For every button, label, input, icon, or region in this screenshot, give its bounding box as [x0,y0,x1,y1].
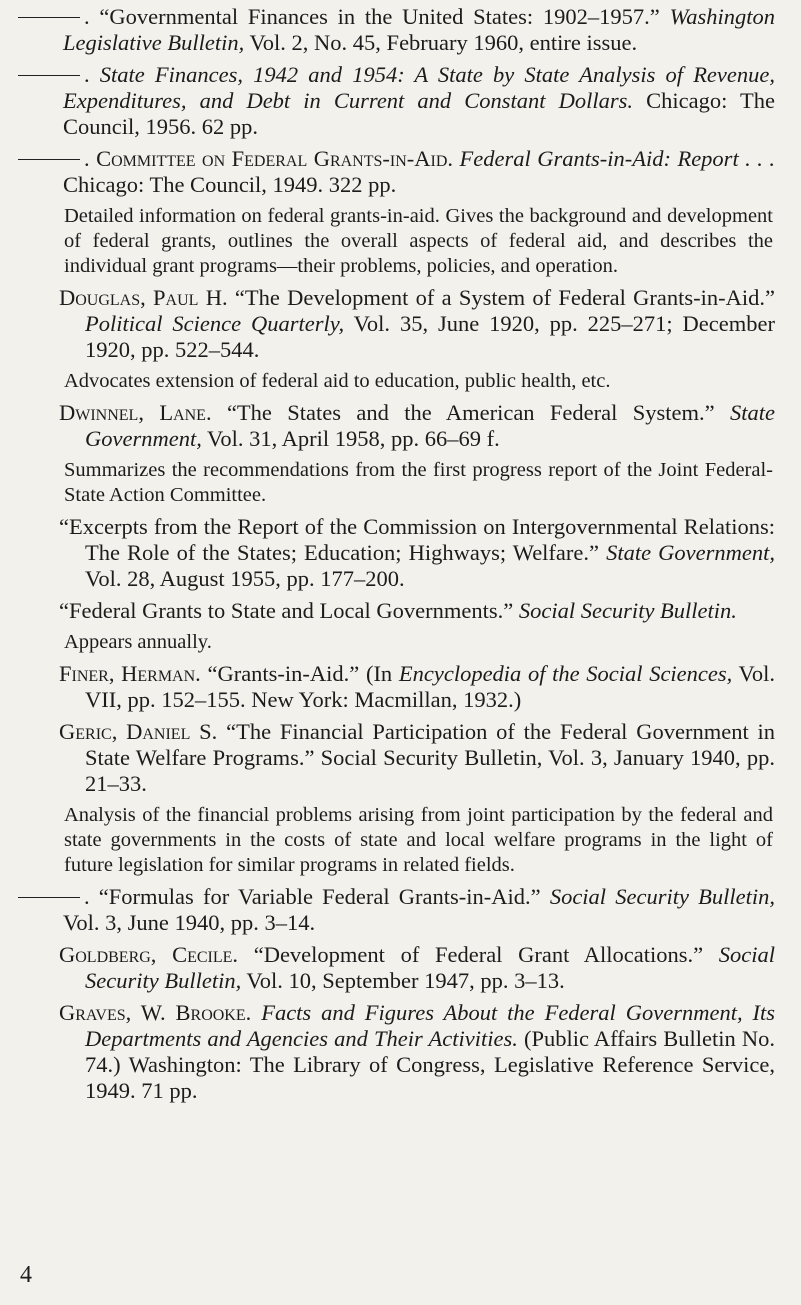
bibliography-entry [40,400,775,452]
entry-text: . [84,62,100,87]
entry-text [251,1000,261,1025]
bibliography-list [0,4,801,1110]
repeat-author-dash [18,159,80,160]
entry-text: “The Development of a System of Federal Grants-in-Aid.” [227,285,775,310]
entry-text: . [84,146,97,171]
entry-text: . “Formulas for Variable Federal Grants-in-Aid.” [84,884,550,909]
bibliography-entry [40,719,775,797]
entry-text: Vol. VII, pp. 152–155. New York: Macmillan, 1932.) [85,661,776,712]
bibliography-entry [40,285,775,363]
entry-text: “Development of Federal Grant Allocations.” [238,942,719,967]
repeat-author-dash [18,17,80,18]
entry-italic-title: State Government, [85,400,775,451]
entry-author: Committee on Federal Grants-in-Aid. [96,146,454,171]
entry-author: Graves, W. Brooke. [59,1000,252,1025]
entry-annotation: Detailed information on federal grants-in-aid. Gives the background and development of federal grants, outlines the overall aspects of federal aid, and describes the individual grant programs—their problems, policies, and operation. [64,205,773,277]
bibliography-entry [40,661,775,713]
entry-italic-title: Social Security Bulletin, [549,884,775,909]
entry-text: “The States and the American Federal System.” [211,400,730,425]
entry-author: Douglas, Paul H. [59,285,228,310]
entry-text: Chicago: The Council, 1949. 322 pp. [63,172,397,197]
page-number: 4 [20,1262,32,1288]
entry-annotation: Analysis of the financial problems arising from joint participation by the federal and state governments in the costs of state and local welfare programs in the light of future legislation for similar programs in related fields. [64,804,773,876]
entry-text: “Excerpts from the Report of the Commission on Intergovernmental Relations: The Role of the States; Education; Highways; Welfare.” [59,514,775,565]
entry-text: Vol. 28, August 1955, pp. 177–200. [85,566,405,591]
entry-text: Chicago: The Council, 1956. 62 pp. [63,88,775,139]
repeat-author-dash [18,75,80,76]
repeat-author-dash [18,897,80,898]
entry-text: “Federal Grants to State and Local Governments.” [59,598,519,623]
entry-author: Geric, Daniel S. [59,719,218,744]
entry-annotation: Summarizes the recommendations from the first progress report of the Joint Federal-State Action Committee. [64,459,773,506]
entry-italic-title: State Finances, 1942 and 1954: A State by State Analysis of Revenue, Expenditures, and Debt in Current and Constant Dollars. [63,62,776,113]
bibliography-entry [40,942,775,994]
entry-italic-title: State Government, [606,540,775,565]
bibliography-entry [18,146,775,198]
entry-author: Finer, Herman. [59,661,201,686]
entry-author: Dwinnel, Lane. [59,400,212,425]
entry-text: “The Financial Participation of the Federal Government in State Welfare Programs.” Social Security Bulletin, Vol. 3, January 1940, pp. 21–33. [85,719,775,796]
entry-text: Vol. 2, No. 45, February 1960, entire issue. [244,30,638,55]
entry-annotation: Appears annually. [64,631,212,653]
entry-text: (Public Affairs Bulletin No. 74.) Washington: The Library of Congress, Legislative Reference Service, 1949. 71 pp. [85,1026,775,1103]
bibliography-entry [18,884,775,936]
entry-italic-title: Washington Legislative Bulletin, [63,4,775,55]
entry-italic-title: Facts and Figures About the Federal Government, Its Departments and Agencies and Their Activities. [85,1000,775,1051]
bibliography-entry [18,62,775,140]
entry-italic-title: Social Security Bulletin, [85,942,775,993]
entry-italic-title: Encyclopedia of the Social Sciences, [398,661,733,686]
entry-text: Vol. 3, June 1940, pp. 3–14. [63,910,316,935]
entry-text: . “Governmental Finances in the United States: 1902–1957.” [84,4,670,29]
entry-annotation: Advocates extension of federal aid to education, public health, etc. [64,370,611,392]
bibliography-entry [40,514,775,592]
bibliography-entry [40,1000,775,1104]
entry-text: Vol. 35, June 1920, pp. 225–271; December 1920, pp. 522–544. [85,311,775,362]
entry-text: Vol. 10, September 1947, pp. 3–13. [241,968,565,993]
bibliography-entry [18,4,775,56]
entry-text: Vol. 31, April 1958, pp. 66–69 f. [201,426,500,451]
entry-italic-title: Political Science Quarterly, [85,311,345,336]
bibliography-entry [40,598,775,624]
entry-author: Goldberg, Cecile. [59,942,239,967]
entry-italic-title: Federal Grants-in-Aid: Report . . . [459,146,776,171]
entry-italic-title: Social Security Bulletin. [518,598,737,623]
entry-text: “Grants-in-Aid.” (In [200,661,399,686]
